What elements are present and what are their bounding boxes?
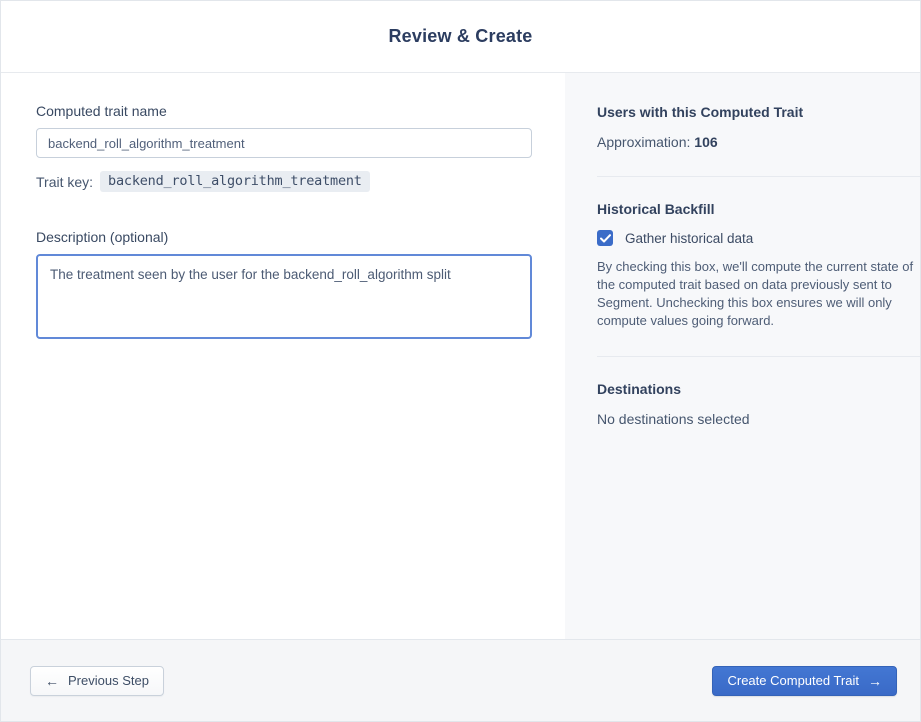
content-area	[1, 73, 920, 639]
previous-step-label: Previous Step	[68, 673, 149, 688]
description-textarea[interactable]	[36, 254, 532, 339]
backfill-description: By checking this box, we'll compute the current state of the computed trait based on data previously sent to Segment. Unchecking this box ensures we will only compute values going forward.	[597, 259, 914, 328]
trait-form-panel	[1, 73, 565, 639]
create-trait-label: Create Computed Trait	[727, 673, 859, 688]
destinations-heading: Destinations	[597, 381, 682, 397]
trait-key-row	[36, 171, 533, 192]
summary-sidebar	[565, 73, 921, 639]
approximation-line	[597, 134, 921, 150]
trait-name-label: Computed trait name	[36, 103, 167, 119]
destinations-value: No destinations selected	[597, 411, 750, 427]
footer-bar	[1, 639, 920, 721]
trait-name-input[interactable]	[36, 128, 532, 158]
backfill-checkbox-label: Gather historical data	[625, 230, 754, 246]
sidebar-divider	[597, 176, 921, 177]
page-title: Review & Create	[388, 26, 533, 46]
approximation-label: Approximation:	[597, 134, 695, 150]
trait-key-label: Trait key:	[36, 173, 94, 190]
backfill-heading: Historical Backfill	[597, 201, 715, 217]
check-icon	[600, 234, 611, 243]
trait-key-value: backend_roll_algorithm_treatment	[100, 171, 370, 192]
approximation-value: 106	[694, 134, 718, 150]
backfill-checkbox-row	[597, 230, 921, 246]
page-header	[1, 1, 920, 73]
back-arrow-icon: ←	[45, 672, 59, 689]
description-block	[36, 229, 533, 344]
forward-arrow-icon: →	[868, 672, 882, 689]
gather-historical-data-checkbox[interactable]	[597, 230, 613, 246]
previous-step-button[interactable]	[30, 666, 164, 696]
create-computed-trait-button[interactable]	[712, 666, 897, 696]
users-heading: Users with this Computed Trait	[597, 104, 804, 120]
description-label: Description (optional)	[36, 229, 169, 245]
sidebar-divider	[597, 356, 921, 357]
